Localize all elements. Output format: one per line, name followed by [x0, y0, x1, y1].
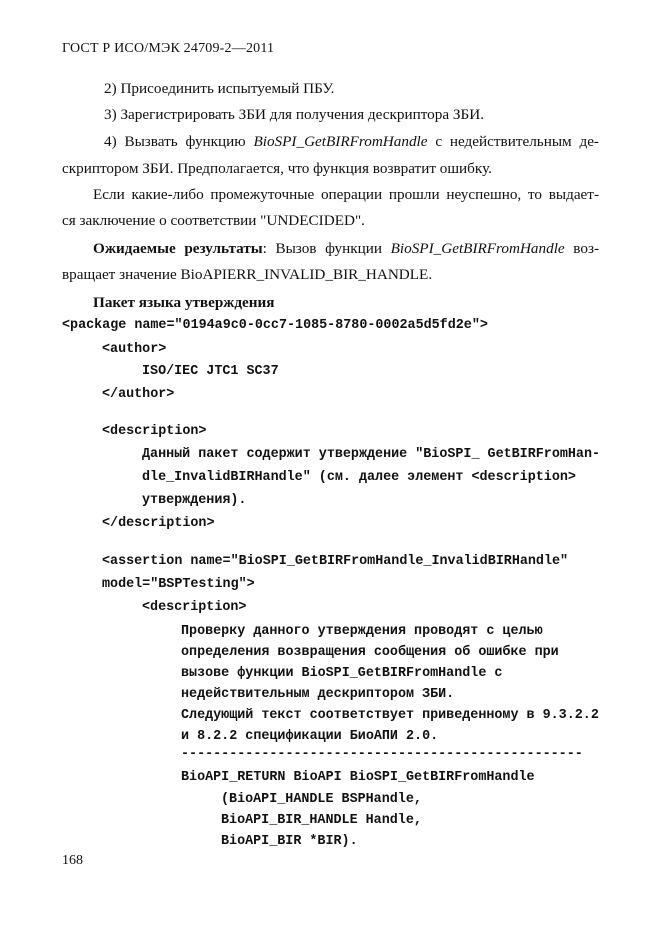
code-line: <author> — [102, 342, 167, 357]
code-line: BioAPI_BIR *BIR). — [221, 834, 358, 849]
code-line: утверждения). — [142, 493, 247, 508]
code-line: BioAPI_BIR_HANDLE Handle, — [221, 813, 422, 828]
code-line: недействительным дескриптором ЗБИ. — [181, 687, 455, 702]
step-2: 2) Присоединить испытуемый ПБУ. — [104, 80, 335, 97]
code-line: <description> — [142, 600, 247, 615]
page-number: 168 — [62, 853, 83, 868]
code-line: Данный пакет содержит утверждение "BioSPI_ GetBIRFromHan- — [142, 447, 601, 462]
package-heading: Пакет языка утверждения — [93, 294, 275, 311]
code-line: dle_InvalidBIRHandle" (см. далее элемент <description> — [142, 470, 576, 485]
code-line: (BioAPI_HANDLE BSPHandle, — [221, 792, 422, 807]
code-line: ISO/IEC JTC1 SC37 — [142, 364, 279, 379]
code-line: <assertion name="BioSPI_GetBIRFromHandle_InvalidBIRHandle" — [102, 554, 569, 569]
step-3: 3) Зарегистрировать ЗБИ для получения дескриптора ЗБИ. — [104, 106, 485, 123]
code-line: <package name="0194a9c0-0cc7-1085-8780-0002a5d5fd2e"> — [62, 318, 488, 333]
code-line: BioAPI_RETURN BioAPI BioSPI_GetBIRFromHandle — [181, 770, 535, 785]
document-header: ГОСТ Р ИСО/МЭК 24709-2—2011 — [62, 41, 275, 56]
code-line: Проверку данного утверждения проводят с целью — [181, 624, 543, 639]
step-4-function: BioSPI_GetBIRFromHandle — [253, 133, 428, 150]
code-line: Следующий текст соответствует приведенному в 9.3.2.2 — [181, 708, 599, 723]
step-4-line-1 — [104, 133, 599, 151]
step-4-line-2: скриптором ЗБИ. Предполагается, что функция возвратит ошибку. — [62, 160, 492, 177]
code-line: model="BSPTesting"> — [102, 577, 255, 592]
expected-line-2: вращает значение BioAPIERR_INVALID_BIR_HANDLE. — [62, 266, 433, 283]
note-line-1: Если какие-либо промежуточные операции прошли неуспешно, то выдает- — [93, 186, 599, 203]
expected-text-1: : Вызов функции — [262, 240, 391, 257]
code-line: и 8.2.2 спецификации БиоАПИ 2.0. — [181, 729, 439, 744]
code-line: вызове функции BioSPI_GetBIRFromHandle с — [181, 666, 503, 681]
code-line: определения возвращения сообщения об ошибке при — [181, 645, 559, 660]
expected-function: BioSPI_GetBIRFromHandle — [390, 240, 565, 257]
expected-label: Ожидаемые результаты — [93, 240, 263, 257]
step-4-suffix: с недействительным де- — [427, 133, 599, 150]
code-line: </author> — [102, 387, 175, 402]
note-line-2: ся заключение о соответствии "UNDECIDED". — [62, 212, 365, 229]
expected-line-1 — [93, 240, 599, 258]
code-separator: -------------------------------------------------- — [181, 747, 583, 762]
step-4-prefix: 4) Вызвать функцию — [104, 133, 254, 150]
expected-text-2: воз- — [564, 240, 599, 257]
code-line: <description> — [102, 424, 207, 439]
code-line: </description> — [102, 516, 215, 531]
